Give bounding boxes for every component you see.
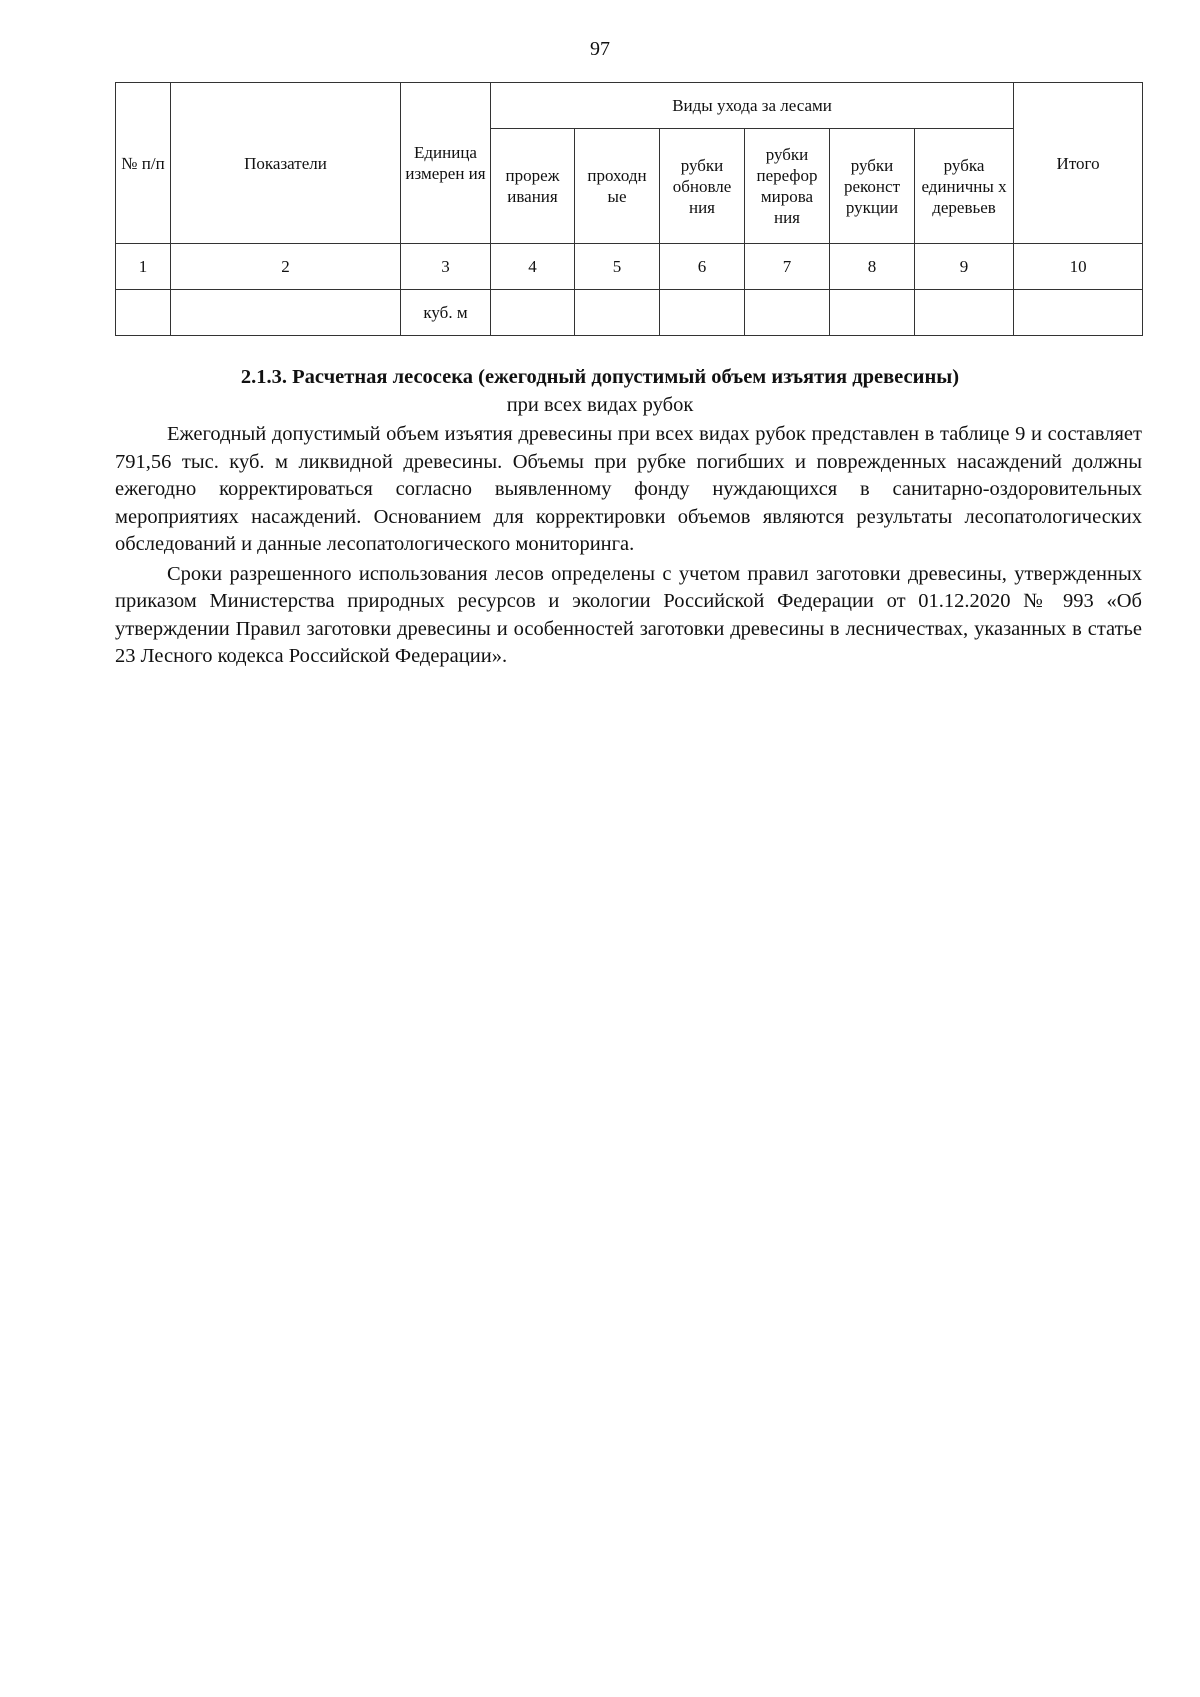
- paragraph-1: Ежегодный допустимый объем изъятия древесины при всех видах рубок представлен в таблице 9 и составляет 791,56 тыс. куб. м ликвидной древесины. Объемы при рубке погибших и поврежденных насаждений должны ежегодно корректироваться согласно выявленному фонду нуждающихся в санитарно-оздоровительных мероприятиях насаждений. Основанием для корректировки объемов являются результаты лесопатологических обследований и данные лесопатологического мониторинга.: [115, 423, 1142, 555]
- cell-reformation: [745, 290, 830, 336]
- care-types-table: [115, 82, 1143, 336]
- cell-thinning: [491, 290, 575, 336]
- col-number-6: 6: [660, 244, 745, 290]
- column-numbers-row: [116, 244, 1143, 290]
- col-number-3: 3: [401, 244, 491, 290]
- col-number-9: 9: [915, 244, 1014, 290]
- cell-reconstruction: [830, 290, 915, 336]
- header-reformation: рубки перефор мирова ния: [745, 129, 830, 244]
- col-number-2: 2: [171, 244, 401, 290]
- section-subtitle: при всех видах рубок: [506, 394, 694, 416]
- header-unit: Единица измерен ия: [401, 83, 491, 244]
- col-number-7: 7: [745, 244, 830, 290]
- cell-unit: куб. м: [401, 290, 491, 336]
- header-thinning: прореж ивания: [491, 129, 575, 244]
- cell-passage: [575, 290, 660, 336]
- col-number-4: 4: [491, 244, 575, 290]
- header-passage: проходн ые: [575, 129, 660, 244]
- cell-renewal: [660, 290, 745, 336]
- header-total: Итого: [1014, 83, 1143, 244]
- header-single-trees: рубка единичны х деревьев: [915, 129, 1014, 244]
- col-number-5: 5: [575, 244, 660, 290]
- header-indicators: Показатели: [171, 83, 401, 244]
- paragraph-2: Сроки разрешенного использования лесов определены с учетом правил заготовки древесины, утвержденных приказом Министерства природных ресурсов и экологии Российской Федерации от 01.12.2020 № 993 «Об утверждении Правил заготовки древесины и особенностей заготовки древесины в лесничествах, указанных в статье 23 Лесного кодекса Российской Федерации».: [115, 562, 1142, 667]
- col-number-1: 1: [116, 244, 171, 290]
- cell-single-trees: [915, 290, 1014, 336]
- cell-num: [116, 290, 171, 336]
- page-number: 97: [590, 38, 610, 60]
- cell-indicator: [171, 290, 401, 336]
- section-title: 2.1.3. Расчетная лесосека (ежегодный допустимый объем изъятия древесины): [240, 366, 960, 388]
- col-number-8: 8: [830, 244, 915, 290]
- header-reconstruction: рубки реконст рукции: [830, 129, 915, 244]
- header-num: № п/п: [116, 83, 171, 244]
- cell-total: [1014, 290, 1143, 336]
- table-row: [116, 290, 1143, 336]
- header-renewal: рубки обновле ния: [660, 129, 745, 244]
- header-care-types: Виды ухода за лесами: [491, 83, 1014, 129]
- section-body: [115, 421, 1142, 671]
- col-number-10: 10: [1014, 244, 1143, 290]
